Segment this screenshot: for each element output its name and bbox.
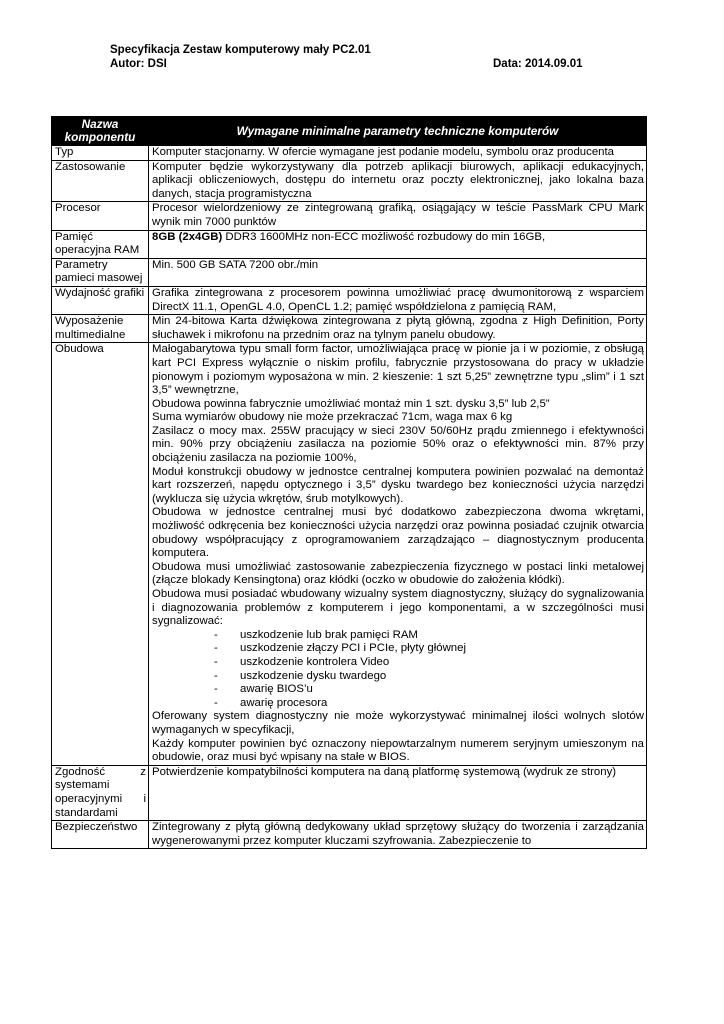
dash-bullet: - xyxy=(214,642,218,655)
table-row xyxy=(52,286,647,314)
component-name: Pamięć operacyjna RAM xyxy=(52,230,149,258)
obudowa-paragraph: Każdy komputer powinien być oznaczony niepowtarzalnym numerem seryjnym umieszonym na obudowie, oraz musi być wpisany na stałe w BIOS. xyxy=(152,737,644,764)
obudowa-paragraph: Małogabarytowa typu small form factor, umożliwiająca pracę w pionie ja i w poziomie, z obsługą kart PCI Express wyłącznie o niskim profilu, fabrycznie przystosowana do pracy w układzie pionowym i poziomym wyposażona w min. 2 kieszenie: 1 szt 5,25” zewnętrzne typu „slim” i 1 szt 3,5” wewnętrzne, xyxy=(152,343,644,397)
component-name: Obudowa xyxy=(52,343,149,765)
document-date: Data: 2014.09.01 xyxy=(493,58,583,70)
column-header-component: Nazwa komponentu xyxy=(52,117,149,146)
component-requirements xyxy=(149,230,647,258)
obudowa-paragraph: Suma wymiarów obudowy nie może przekraczać 71cm, waga max 6 kg xyxy=(152,411,513,424)
column-header-requirements: Wymagane minimalne parametry techniczne komputerów xyxy=(149,117,647,146)
obudowa-paragraph: Moduł konstrukcji obudowy w jednostce centralnej komputera powinien pozwalać na demontaż kart rozszerzeń, napędu optycznego i 3,5” dysku twardego bez konieczności użycia narzędzi (wyklucza się użycia wkrętów, śrub motylkowych). xyxy=(152,465,644,505)
list-item: - uszkodzenie złączy PCI i PCIe, płyty głównej xyxy=(214,642,467,655)
table-row xyxy=(52,160,647,202)
table-row xyxy=(52,765,647,820)
table-row xyxy=(52,821,647,849)
component-name: Wydajność grafiki xyxy=(52,286,149,314)
component-requirements: Min 24-bitowa Karta dźwiękowa zintegrowana z płytą główną, zgodna z High Definition, Porty słuchawek i mikrofonu na przednim oraz na tylnym panelu obudowy. xyxy=(149,315,647,343)
obudowa-paragraph: Obudowa musi posiadać wbudowany wizualny system diagnostyczny, służący do sygnalizowania i diagnozowania problemów z komputerem i jego komponentami, a w szczególności musi sygnalizować: xyxy=(152,588,644,628)
dash-bullet: - xyxy=(214,683,218,696)
component-name: Zastosowanie xyxy=(52,160,149,202)
spec-table xyxy=(51,116,647,849)
component-requirements: Zintegrowany z płytą główną dedykowany układ sprzętowy służący do tworzenia i zarządzania wygenerowanymi przez komputer kluczami szyfrowania. Zabezpieczenie to xyxy=(149,821,647,849)
obudowa-paragraph: Obudowa musi umożliwiać zastosowanie zabezpieczenia fizycznego w postaci linki metalowej (złącze blokady Kensingtona) oraz kłódki (oczko w obudowie do założenia kłódki). xyxy=(152,560,644,587)
table-row xyxy=(52,258,647,286)
list-item: - awarię BIOS’u xyxy=(214,683,313,696)
table-row xyxy=(52,230,647,258)
table-row xyxy=(52,343,647,765)
ram-size: 8GB (2x4GB) xyxy=(152,230,223,243)
component-name: Parametry pamieci masowej xyxy=(52,258,149,286)
document-title: Specyfikacja Zestaw komputerowy mały PC2.01 xyxy=(110,44,371,56)
component-name: Wyposażenie multimedialne xyxy=(52,315,149,343)
component-name: Typ xyxy=(52,146,149,161)
dash-bullet: - xyxy=(214,655,218,668)
dash-bullet: - xyxy=(214,669,218,682)
list-item: - uszkodzenie lub brak pamięci RAM xyxy=(214,628,418,641)
list-item: - uszkodzenie dysku twardego xyxy=(214,669,387,682)
list-item: - uszkodzenie kontrolera Video xyxy=(214,655,390,668)
dash-bullet: - xyxy=(214,696,218,709)
component-name: Zgodność z systemami operacyjnymi i standardami xyxy=(52,765,149,820)
obudowa-paragraph: Obudowa w jednostce centralnej musi być dodatkowo zabezpieczona dwoma wkrętami, możliwość odkręcenia bez konieczności użycia narzędzi oraz powinna posiadać czujnik otwarcia obudowy współpracujący z oprogramowaniem zarządzająco – diagnostycznym producenta komputera. xyxy=(152,506,644,560)
list-item: - awarię procesora xyxy=(214,696,328,709)
obudowa-paragraph: Oferowany system diagnostyczny nie może wykorzystywać minimalnej ilości wolnych slotów wymaganych w specyfikacji, xyxy=(152,710,644,736)
table-row xyxy=(52,202,647,230)
component-requirements: Min. 500 GB SATA 7200 obr./min xyxy=(149,258,647,286)
component-name: Bezpieczeństwo xyxy=(52,821,149,849)
table-row xyxy=(52,315,647,343)
table-header-row xyxy=(52,117,647,146)
component-requirements: Grafika zintegrowana z procesorem powinna umożliwiać pracę dwumonitorową z wsparciem DirectX 11.1, OpenGL 4.0, OpenCL 1.2; pamięć współdzielona z pamięcią RAM, xyxy=(149,286,647,314)
obudowa-paragraph: Zasilacz o mocy max. 255W pracujący w sieci 230V 50/60Hz prądu zmiennego i efektywności min. 90% przy obciążeniu zasilacza na poziomie 50% oraz o efektywności min. 87% przy obciążeniu zasilacza na poziomie 100%, xyxy=(152,424,644,465)
dash-bullet: - xyxy=(214,628,218,641)
obudowa-paragraph: Obudowa powinna fabrycznie umożliwiać montaż min 1 szt. dysku 3,5” lub 2,5” xyxy=(152,397,550,410)
component-requirements xyxy=(149,343,647,765)
component-requirements: Procesor wielordzeniowy ze zintegrowaną grafiką, osiągający w teście PassMark CPU Mark wynik min 7000 punktów xyxy=(149,202,647,230)
component-requirements: Komputer będzie wykorzystywany dla potrzeb aplikacji biurowych, aplikacji edukacyjnych, aplikacji obliczeniowych, dostępu do internetu oraz poczty elektronicznej, jako lokalna baza danych, stacja programistyczna xyxy=(149,160,647,202)
component-requirements: Potwierdzenie kompatybilności komputera na daną platformę systemową (wydruk ze strony) xyxy=(149,765,647,820)
table-row xyxy=(52,146,647,161)
ram-details: DDR3 1600MHz non-ECC możliwość rozbudowy do min 16GB, xyxy=(222,230,546,243)
component-requirements: Komputer stacjonarny. W ofercie wymagane jest podanie modelu, symbolu oraz producenta xyxy=(149,146,647,161)
component-name: Procesor xyxy=(52,202,149,230)
document-author: Autor: DSI xyxy=(110,58,167,70)
